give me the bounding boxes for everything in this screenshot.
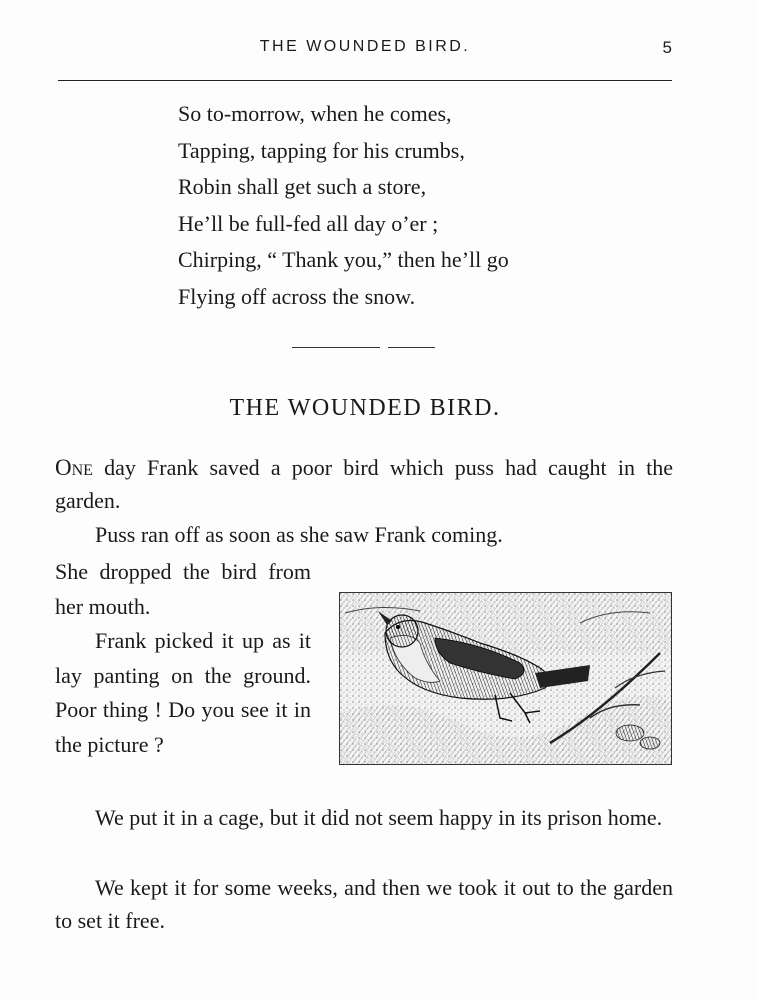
paragraph: Puss ran off as soon as she saw Frank coming. <box>95 522 503 547</box>
poem-line: So to-morrow, when he comes, <box>178 101 452 126</box>
poem-line: He’ll be full-fed all day o’er ; <box>178 210 439 236</box>
poem-line: Flying off across the snow. <box>178 283 416 309</box>
poem-line: Chirping, “ Thank you,” then he’ll go <box>178 247 509 272</box>
wounded-bird-engraving-icon <box>339 592 672 765</box>
poem-line: Robin shall get such a store, <box>178 174 427 199</box>
paragraph <box>55 451 673 517</box>
running-title: THE WOUNDED BIRD. <box>259 38 471 55</box>
drop-lead-word: One <box>55 455 93 480</box>
paragraph-text: day Frank saved a poor bird which puss had caught in the garden. <box>55 455 673 513</box>
poem-line: Tapping, tapping for his crumbs, <box>178 137 465 163</box>
paragraph: She dropped the bird from her mouth. <box>55 559 311 619</box>
paragraph: Frank picked it up as it lay panting on the ground. Poor thing ! Do you see it in the picture ? <box>55 628 311 757</box>
running-head <box>58 38 672 68</box>
section-title: THE WOUNDED BIRD. <box>229 395 501 421</box>
paragraph: We kept it for some weeks, and then we took it out to the garden to set it free. <box>55 875 673 933</box>
header-rule <box>58 80 672 81</box>
wrapped-text-column <box>55 555 311 762</box>
poem-stanza <box>178 96 509 315</box>
paragraph: We put it in a cage, but it did not seem happy in its prison home. <box>95 805 663 830</box>
section-divider <box>292 347 435 348</box>
page-number: 5 <box>662 38 672 57</box>
